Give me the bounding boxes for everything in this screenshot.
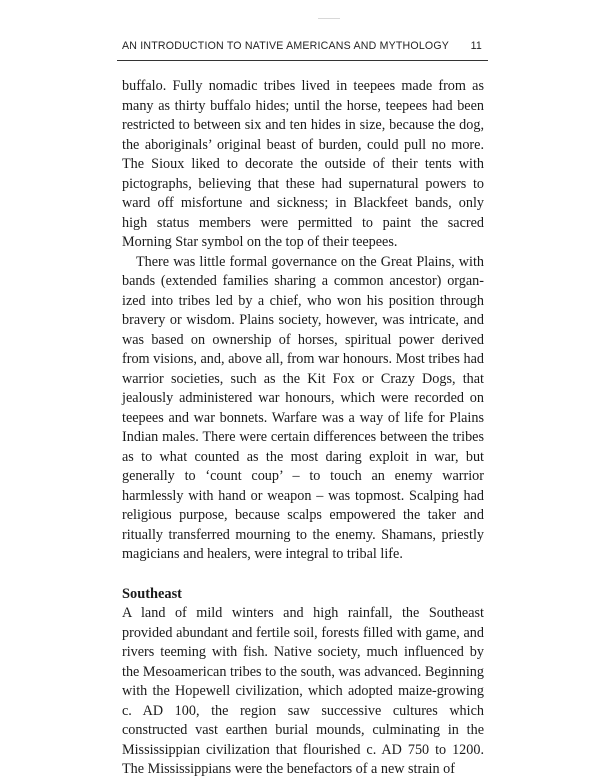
paragraph-southeast: A land of mild winters and high rainfall, the Southeast provided abundant and fertile soil, forests filled with game, and rivers teeming with fish. Native society, much influenced by the Mesoamerican tribes to the south, was advanced. Beginning with the Hopewell civilization, which adopted maize-growing c. AD 100, the region saw successive cultures which constructed vast earthen burial mounds, culminating in the Mississippian civilization that flourished c. AD 750 to 1200. The Mississippians were the benefactors of a new strain of (122, 605, 484, 777)
page-body (122, 77, 484, 780)
paragraph-buffalo-teepees: buffalo. Fully nomadic tribes lived in teepees made from as many as thirty buffalo hides; until the horse, teepees had been restricted to between six and ten hides in size, because the dog, the aboriginals’ original beast of burden, could pull no more. The Sioux liked to decorate the outside of their tents with pictographs, believing that these had supernatural powers to ward off misfortune and sickness; in Blackfeet bands, only high status members were permitted to paint the sacred Morning Star symbol on the top of their teepees. (122, 78, 484, 250)
running-title: AN INTRODUCTION TO NATIVE AMERICANS AND MYTHOLOGY (122, 40, 450, 52)
paragraph-plains-governance: There was little formal governance on the Great Plains, with bands (extended families sharing a common ancestor) organized into tribes led by a chief, who won his position through bravery or wisdom. Plains society, however, was intricate, and was based on ownership of horses, spiritual power derived from visions, and, above all, from war honours. Most tribes had warrior societies, such as the Kit Fox or Crazy Dogs, that jealously administered war honours, which were recorded on teepees and war bonnets. Warfare was a way of life for Plains Indian males. There were certain differences between the tribes as to what counted as the most daring exploit in war, but generally to ‘count coup’ – to touch an enemy warrior harmlessly with hand or weapon – was topmost. Scalping had religious purpose, because scalps empowered the taker and ritually transferred mourning to the enemy. Shamans, priestly magicians and healers, were integral to tribal life. (122, 253, 484, 562)
header-rule (117, 60, 488, 61)
top-crop-mark (318, 18, 340, 19)
section-heading-southeast: Southeast (122, 585, 182, 602)
running-header (122, 40, 482, 52)
page-number: 11 (470, 40, 482, 52)
